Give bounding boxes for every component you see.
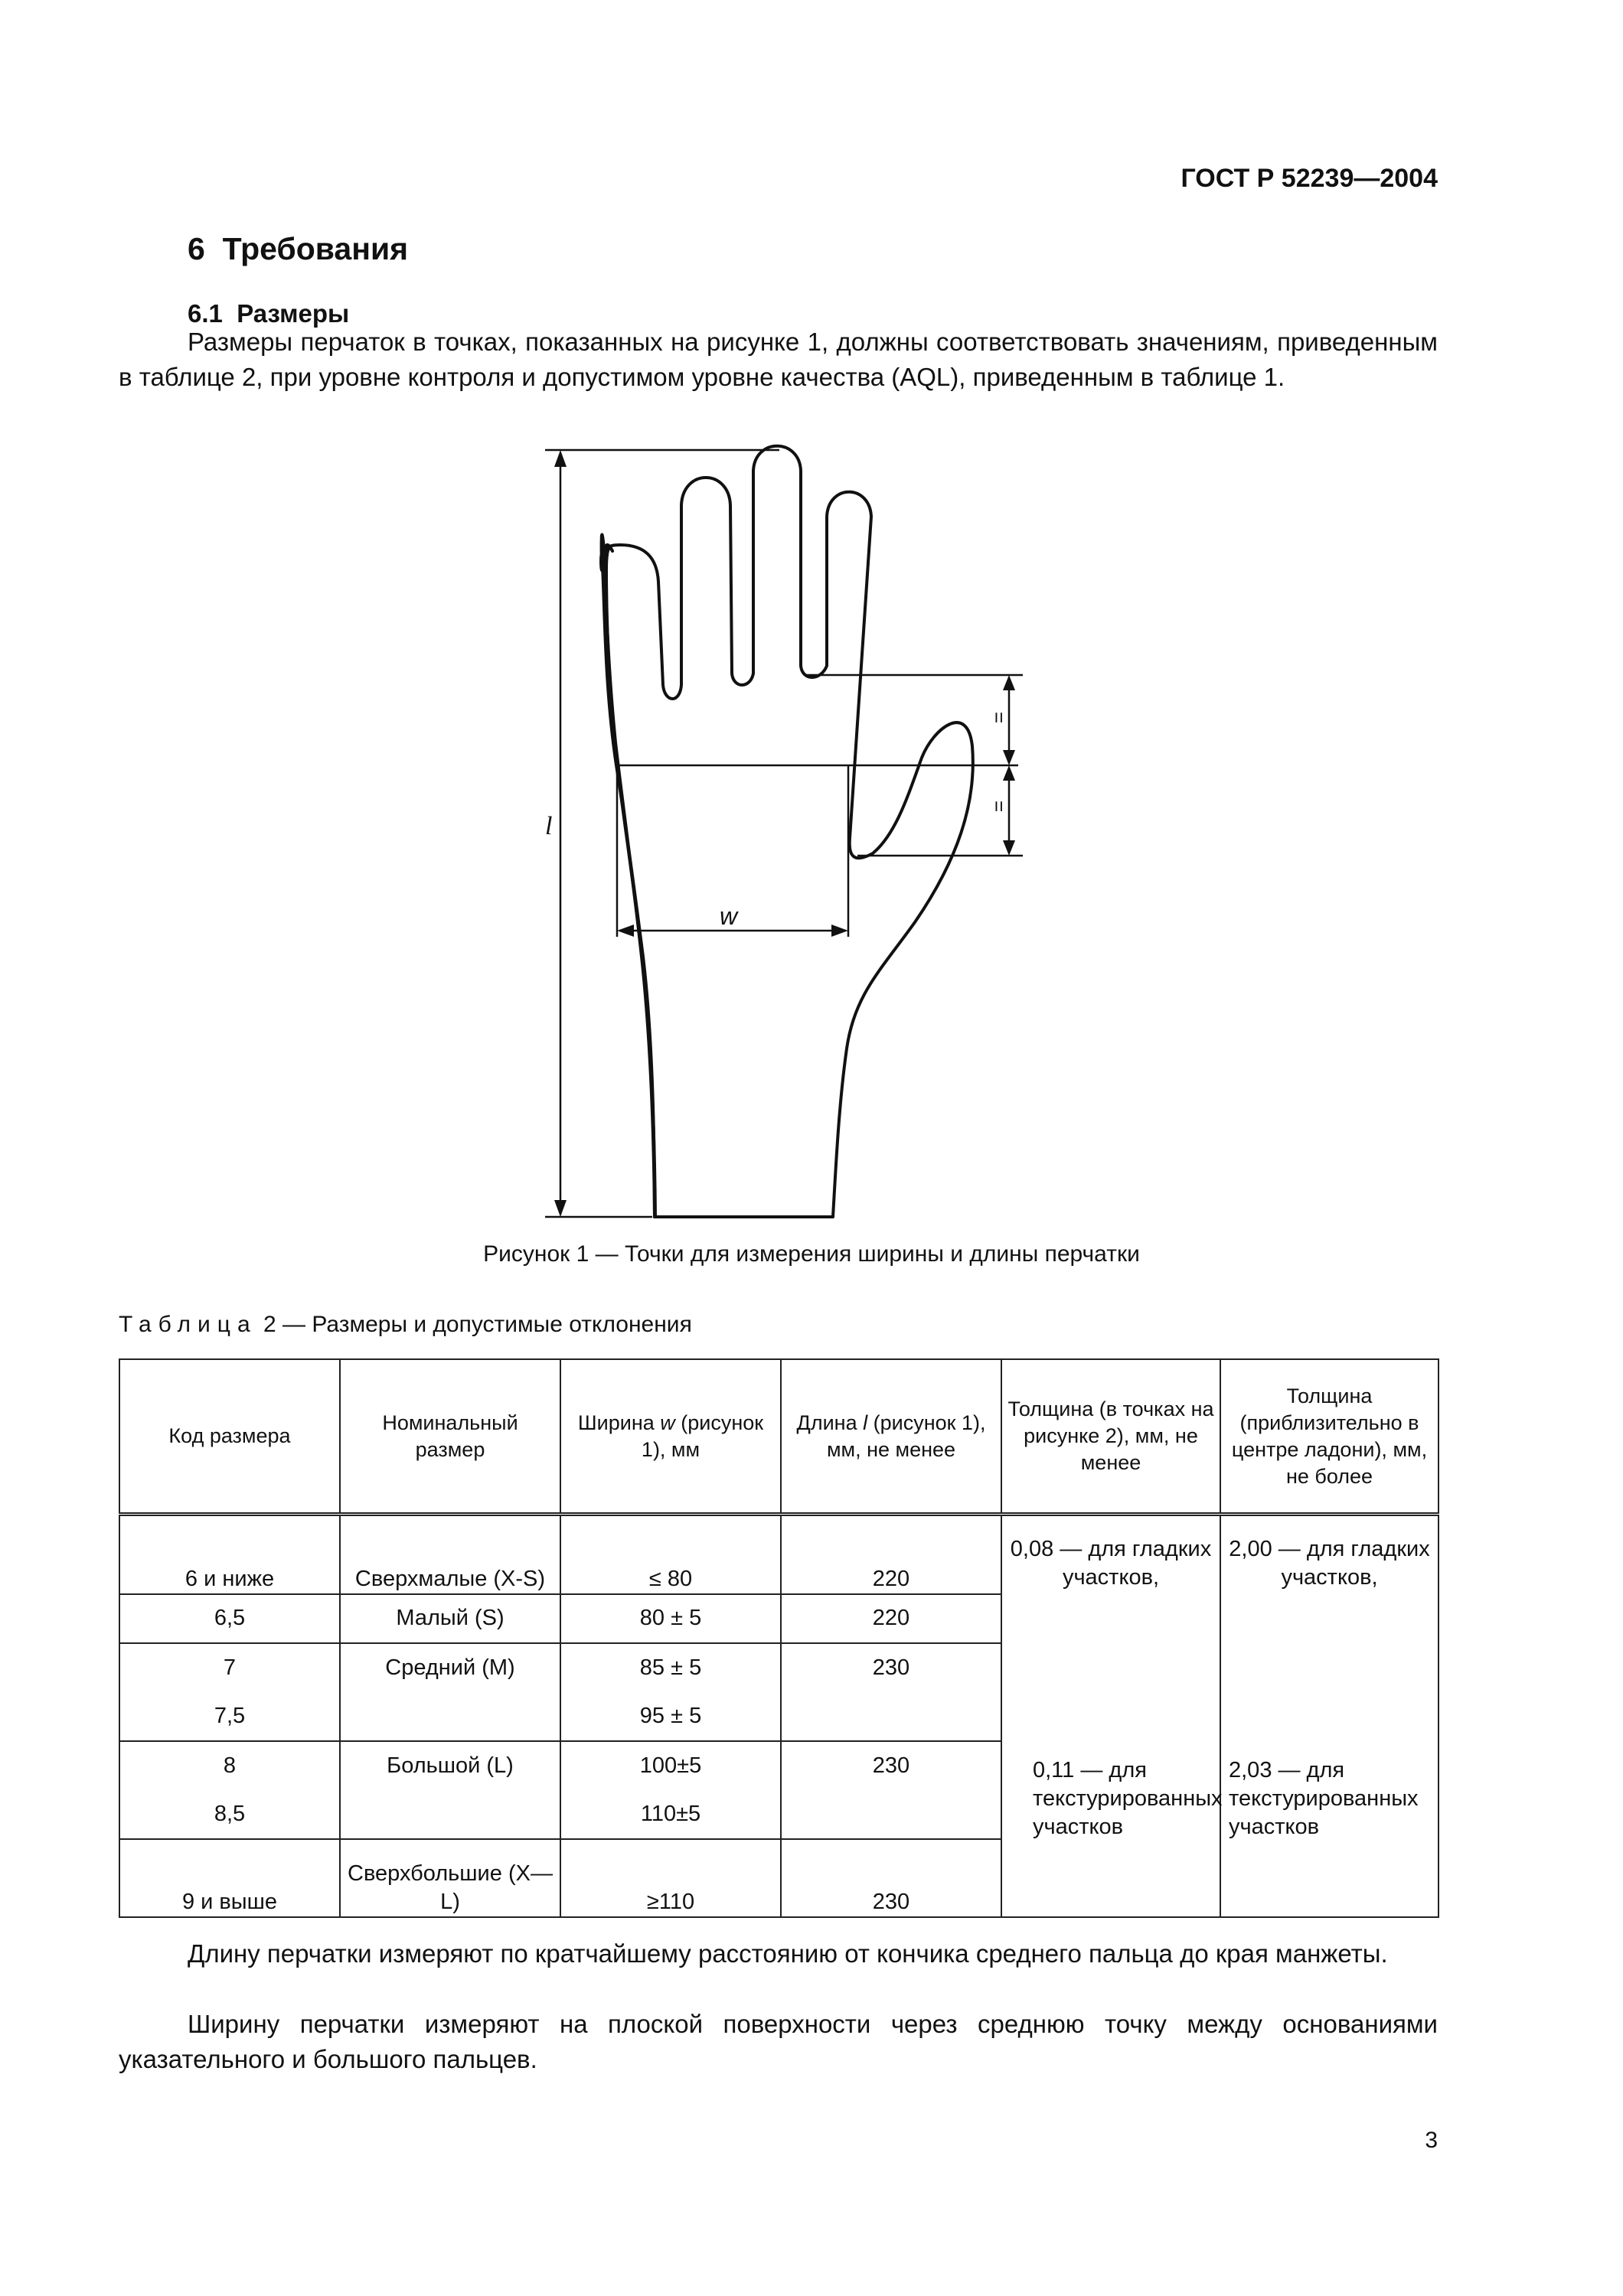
cell-nominal: Малый (S) xyxy=(340,1594,560,1643)
table-caption-rest: 2 — Размеры и допустимые отклонения xyxy=(256,1312,692,1337)
width-label: w xyxy=(720,902,738,930)
header-length xyxy=(781,1359,1001,1515)
glove-contour xyxy=(605,545,655,1217)
header-width-text2: (рисунок 1), мм xyxy=(641,1411,764,1461)
header-width xyxy=(560,1359,781,1515)
cell-code: 9 и выше xyxy=(119,1839,340,1917)
note-length xyxy=(119,1936,1438,1971)
header-length-text: Длина xyxy=(796,1411,864,1434)
table-row xyxy=(119,1515,1438,1594)
page-number: 3 xyxy=(1425,2128,1438,2153)
cell-width: 80 ± 5 xyxy=(560,1594,781,1643)
note-length-text: Длину перчатки измеряют по кратчайшему расстоянию от кончика среднего пальца до края манжеты. xyxy=(188,1939,1388,1968)
glove-shape xyxy=(605,545,655,1217)
cell-width: 95 ± 5 xyxy=(560,1692,781,1741)
cell-width: 110±5 xyxy=(560,1790,781,1839)
cell-nominal: Сверхбольшие (X—L) xyxy=(340,1839,560,1917)
header-thickness-points: Толщина (в точках на рисунке 2), мм, не менее xyxy=(1001,1359,1220,1515)
cell-nominal xyxy=(340,1790,560,1839)
cell-code: 7,5 xyxy=(119,1692,340,1741)
cell-thickness-points-textured: 0,11 — для текстурированных участков xyxy=(1001,1741,1220,1917)
cell-code: 8,5 xyxy=(119,1790,340,1839)
cell-width: 100±5 xyxy=(560,1741,781,1790)
measurement-lines xyxy=(545,450,1023,1217)
section-title: 6 Требования xyxy=(188,231,409,266)
cell-nominal: Большой (L) xyxy=(340,1741,560,1790)
header-length-var: l xyxy=(863,1411,868,1434)
header-width-var: w xyxy=(660,1411,675,1434)
equal-mark-top: = xyxy=(988,712,1011,724)
cell-code: 8 xyxy=(119,1741,340,1790)
cell-code: 6,5 xyxy=(119,1594,340,1643)
cell-width: ≤ 80 xyxy=(560,1515,781,1594)
header-code: Код размера xyxy=(119,1359,340,1515)
header-length-text2: (рисунок 1), мм, не менее xyxy=(826,1411,986,1461)
length-label: l xyxy=(545,812,553,840)
cell-length: 230 xyxy=(781,1839,1001,1917)
header-thickness-center: Толщина (приблизительно в центре ладони), мм, не более xyxy=(1220,1359,1438,1515)
cell-thickness-center-smooth: 2,00 — для гладких участков, xyxy=(1220,1515,1438,1741)
cell-nominal xyxy=(340,1692,560,1741)
table-row xyxy=(119,1741,1438,1790)
document-header: ГОСТ Р 52239—2004 xyxy=(1181,164,1438,193)
cell-length xyxy=(781,1692,1001,1741)
cell-length: 230 xyxy=(781,1741,1001,1790)
subsection-title: 6.1 Размеры xyxy=(188,299,350,328)
arrowheads xyxy=(554,450,1015,1217)
cell-width: ≥110 xyxy=(560,1839,781,1917)
figure-caption: Рисунок 1 — Точки для измерения ширины и длины перчатки xyxy=(483,1241,1140,1267)
cell-width: 85 ± 5 xyxy=(560,1643,781,1692)
cell-code: 6 и ниже xyxy=(119,1515,340,1594)
cell-nominal: Средний (M) xyxy=(340,1643,560,1692)
header-nominal: Номинальный размер xyxy=(340,1359,560,1515)
note-width-text: Ширину перчатки измеряют на плоской поверхности через среднюю точку между основаниями указательного и большого пальцев. xyxy=(119,2010,1438,2073)
cell-thickness-center-textured: 2,03 — для текстурированных участков xyxy=(1220,1741,1438,1917)
cell-thickness-points-smooth: 0,08 — для гладких участков, xyxy=(1001,1515,1220,1741)
table-header-row xyxy=(119,1359,1438,1515)
glove-main-contour xyxy=(603,446,973,1217)
cell-length: 230 xyxy=(781,1643,1001,1692)
cell-length: 220 xyxy=(781,1594,1001,1643)
cell-length xyxy=(781,1790,1001,1839)
cell-nominal: Сверхмалые (X-S) xyxy=(340,1515,560,1594)
table-caption xyxy=(119,1312,692,1338)
glove-drawing xyxy=(603,446,973,1217)
table-caption-prefix: Таблица xyxy=(119,1312,257,1337)
equal-mark-bottom: = xyxy=(988,801,1011,813)
header-width-text: Ширина xyxy=(577,1411,661,1434)
cell-code: 7 xyxy=(119,1643,340,1692)
sizes-table xyxy=(119,1358,1439,1918)
note-width xyxy=(119,2007,1438,2077)
cell-length: 220 xyxy=(781,1515,1001,1594)
intro-text: Размеры перчаток в точках, показанных на рисунке 1, должны соответствовать значениям, приведенным в таблице 2, при уровне контроля и допустимом уровне качества (AQL), приведенным в таблице 1. xyxy=(119,328,1438,391)
